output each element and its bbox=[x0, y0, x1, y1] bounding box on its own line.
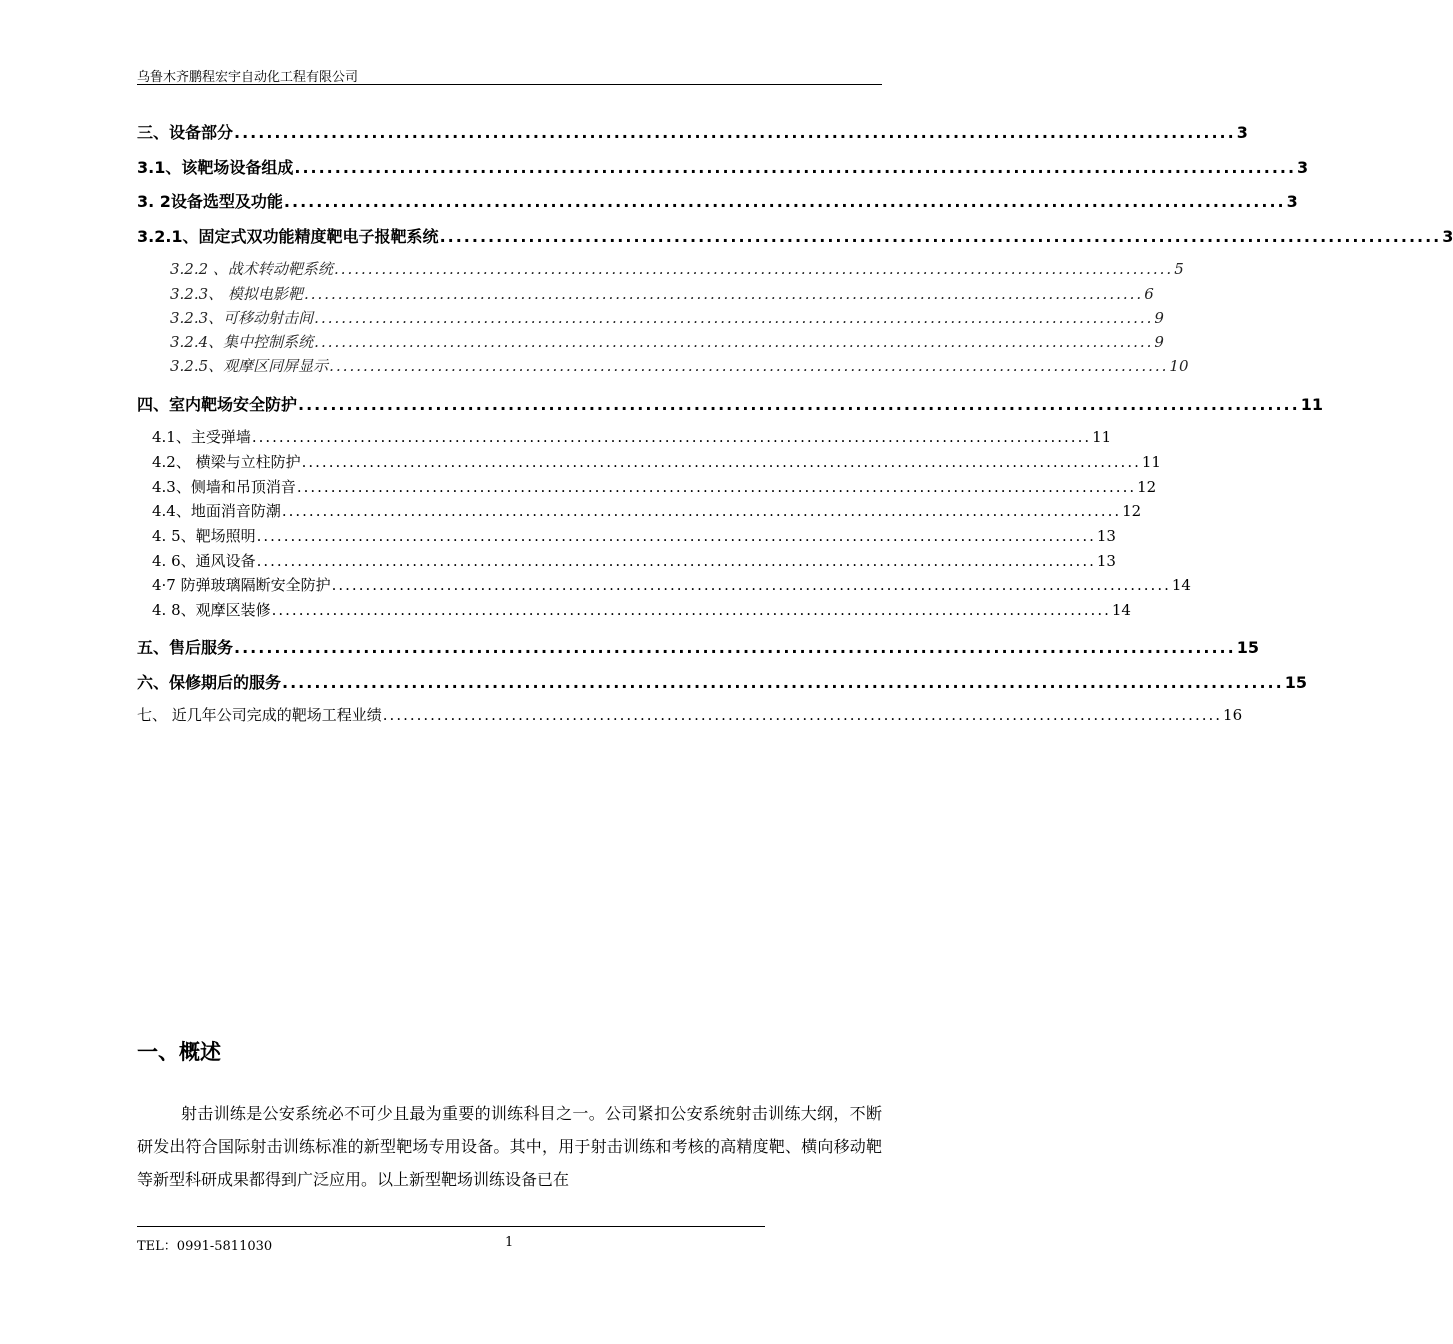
toc-entry-page: 16 bbox=[1223, 706, 1243, 724]
toc-entry-page: 11 bbox=[1300, 395, 1323, 414]
toc-entry-title: 3.2.5、观摩区同屏显示 bbox=[170, 357, 329, 375]
toc-entry[interactable] bbox=[137, 392, 1323, 415]
page-number: 1 bbox=[505, 1235, 514, 1250]
toc-entry-title: 3.2.4、集中控制系统 bbox=[170, 333, 314, 351]
toc-entry[interactable] bbox=[170, 355, 1189, 376]
toc-entry-page: 13 bbox=[1096, 527, 1116, 545]
toc-dot-leader: ............................................................................................................................ bbox=[298, 395, 1300, 414]
toc-dot-leader: ............................................................................................................................ bbox=[294, 158, 1297, 177]
toc-entry[interactable] bbox=[152, 574, 1191, 595]
toc-entry-title: 4.4、地面消音防潮 bbox=[152, 502, 281, 520]
toc-dot-leader: ............................................................................................................................ bbox=[256, 527, 1096, 545]
toc-entry-title: 4.2、 横梁与立柱防护 bbox=[152, 453, 301, 471]
toc-entry-title: 七、 近几年公司完成的靶场工程业绩 bbox=[137, 706, 382, 724]
toc-entry[interactable] bbox=[170, 331, 1164, 352]
header-divider bbox=[137, 84, 882, 85]
toc-entry-page: 3 bbox=[1286, 192, 1298, 211]
toc-entry[interactable] bbox=[152, 525, 1116, 546]
toc-entry[interactable] bbox=[170, 258, 1184, 279]
toc-dot-leader: ............................................................................................................................ bbox=[314, 333, 1154, 351]
toc-entry[interactable] bbox=[152, 451, 1161, 472]
toc-dot-leader: ............................................................................................................................ bbox=[251, 428, 1092, 446]
toc-entry-title: 六、保修期后的服务 bbox=[137, 673, 282, 692]
body-paragraph: 射击训练是公安系统必不可少且最为重要的训练科目之一。公司紧扣公安系统射击训练大纲，不断研发出符合国际射击训练标准的新型靶场专用设备。其中，用于射击训练和考核的高精度靶、横向移动靶等新型科研成果都得到广泛应用。以上新型靶场训练设备已在 bbox=[137, 1104, 882, 1189]
footer-phone: TEL：0991-5811030 bbox=[137, 1239, 273, 1254]
section-heading: 一、概述 bbox=[137, 1040, 221, 1064]
toc-entry-page: 3 bbox=[1236, 123, 1248, 142]
toc-entry-title: 4. 5、靶场照明 bbox=[152, 527, 256, 545]
toc-dot-leader: ............................................................................................................................ bbox=[329, 357, 1169, 375]
toc-entry-title: 4.3、侧墙和吊顶消音 bbox=[152, 478, 296, 496]
toc-dot-leader: ............................................................................................................................ bbox=[296, 478, 1137, 496]
toc-entry[interactable] bbox=[170, 283, 1154, 304]
toc-dot-leader: ............................................................................................................................ bbox=[283, 192, 1286, 211]
toc-dot-leader: ............................................................................................................................ bbox=[301, 453, 1141, 471]
toc-entry-title: 3.2.3、可移动射击间 bbox=[170, 309, 314, 327]
company-name: 乌鲁木齐鹏程宏宇自动化工程有限公司 bbox=[137, 70, 359, 85]
toc-entry-page: 12 bbox=[1122, 502, 1142, 520]
toc-dot-leader: ............................................................................................................................ bbox=[271, 601, 1111, 619]
toc-dot-leader: ............................................................................................................................ bbox=[439, 227, 1442, 246]
toc-entry-page: 12 bbox=[1137, 478, 1157, 496]
toc-entry-page: 9 bbox=[1154, 309, 1164, 327]
toc-entry-page: 15 bbox=[1284, 673, 1307, 692]
toc-entry[interactable] bbox=[152, 550, 1116, 571]
toc-entry-title: 4. 8、观摩区装修 bbox=[152, 601, 271, 619]
toc-entry-title: 4.1、主受弹墙 bbox=[152, 428, 251, 446]
toc-dot-leader: ............................................................................................................................ bbox=[234, 638, 1236, 657]
toc-entry-title: 3.2.1、固定式双功能精度靶电子报靶系统 bbox=[137, 227, 439, 246]
toc-dot-leader: ............................................................................................................................ bbox=[331, 576, 1171, 594]
toc-entry[interactable] bbox=[152, 476, 1157, 497]
toc-entry-page: 9 bbox=[1154, 333, 1164, 351]
toc-entry[interactable] bbox=[137, 635, 1259, 658]
toc-dot-leader: ............................................................................................................................ bbox=[314, 309, 1154, 327]
toc-entry[interactable] bbox=[152, 426, 1112, 447]
toc-entry-title: 3.2.3、 模拟电影靶 bbox=[170, 285, 303, 303]
toc-entry-page: 15 bbox=[1236, 638, 1259, 657]
toc-dot-leader: ............................................................................................................................ bbox=[234, 123, 1236, 142]
toc-entry-page: 10 bbox=[1169, 357, 1189, 375]
toc-entry[interactable] bbox=[152, 599, 1131, 620]
toc-entry[interactable] bbox=[137, 120, 1248, 143]
toc-entry-title: 3.2.2 、战术转动靶系统 bbox=[170, 260, 333, 278]
toc-entry-page: 5 bbox=[1174, 260, 1184, 278]
toc-dot-leader: ............................................................................................................................ bbox=[282, 673, 1284, 692]
toc-entry-title: 4·7 防弹玻璃隔断安全防护 bbox=[152, 576, 331, 594]
toc-entry[interactable] bbox=[170, 307, 1164, 328]
footer-divider bbox=[137, 1226, 765, 1227]
toc-entry-title: 3.1、该靶场设备组成 bbox=[137, 158, 294, 177]
toc-entry[interactable] bbox=[152, 500, 1142, 521]
toc-dot-leader: ............................................................................................................................ bbox=[256, 552, 1096, 570]
toc-entry-page: 14 bbox=[1111, 601, 1131, 619]
toc-entry-title: 三、设备部分 bbox=[137, 123, 234, 142]
toc-entry-title: 3. 2设备选型及功能 bbox=[137, 192, 283, 211]
toc-entry-title: 四、室内靶场安全防护 bbox=[137, 395, 298, 414]
toc-dot-leader: ............................................................................................................................ bbox=[382, 706, 1223, 724]
toc-dot-leader: ............................................................................................................................ bbox=[281, 502, 1122, 520]
toc-dot-leader: ............................................................................................................................ bbox=[303, 285, 1144, 303]
toc-entry[interactable] bbox=[137, 189, 1298, 212]
toc-entry-page: 3 bbox=[1442, 227, 1453, 246]
toc-entry-title: 五、售后服务 bbox=[137, 638, 234, 657]
toc-entry-page: 3 bbox=[1297, 158, 1309, 177]
toc-entry-page: 13 bbox=[1096, 552, 1116, 570]
toc-entry[interactable] bbox=[137, 224, 1453, 247]
toc-entry-page: 11 bbox=[1092, 428, 1112, 446]
toc-entry[interactable] bbox=[137, 155, 1309, 178]
toc-entry-title: 4. 6、通风设备 bbox=[152, 552, 256, 570]
toc-entry-page: 14 bbox=[1171, 576, 1191, 594]
toc-dot-leader: ............................................................................................................................ bbox=[333, 260, 1174, 278]
toc-entry[interactable] bbox=[137, 670, 1307, 693]
toc-entry-page: 11 bbox=[1141, 453, 1161, 471]
toc-entry-page: 6 bbox=[1144, 285, 1154, 303]
toc-entry[interactable] bbox=[137, 704, 1243, 725]
